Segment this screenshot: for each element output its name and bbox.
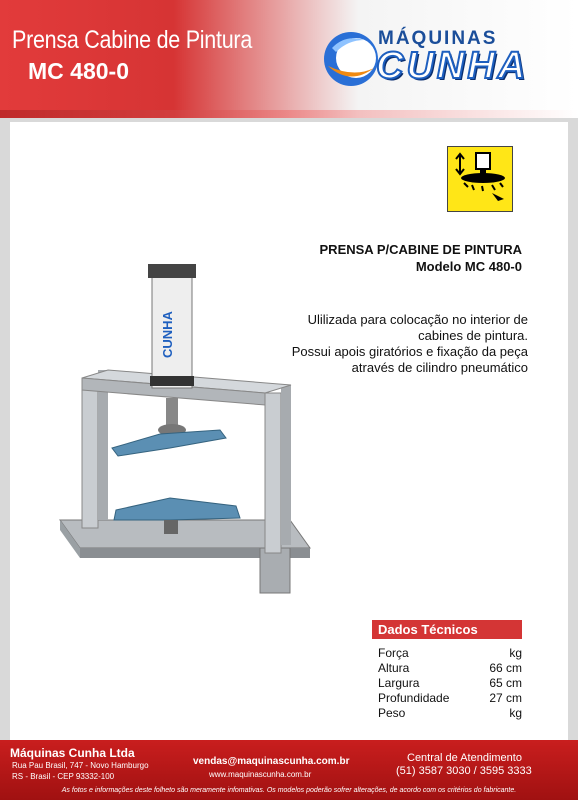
model-title: MC 480-0 bbox=[28, 58, 129, 84]
product-title-line1: PRENSA P/CABINE DE PINTURA bbox=[319, 242, 522, 257]
technical-data-table bbox=[372, 620, 522, 721]
page-title: Prensa Cabine de Pintura bbox=[12, 26, 253, 54]
description-line: cabines de pintura. bbox=[418, 328, 528, 343]
tech-value: 66 cm bbox=[489, 661, 522, 675]
tech-value: kg bbox=[509, 706, 522, 720]
description-line: Possui apois giratórios e fixação da peça bbox=[291, 344, 528, 359]
header-banner bbox=[0, 0, 578, 118]
description-line: através de cilindro pneumático bbox=[351, 360, 528, 375]
address-line: RS - Brasil - CEP 93332-100 bbox=[12, 772, 115, 781]
tech-row bbox=[372, 691, 522, 706]
tech-value: kg bbox=[509, 646, 522, 660]
cylinder-brand-text: CUNHA bbox=[160, 311, 175, 358]
disclaimer: As fotos e informações deste folheto são meramente infomativas. Os modelos poderão sofrer alterações, de acordo com os critérios do fabricante. bbox=[61, 787, 517, 794]
company-name: Máquinas Cunha Ltda bbox=[10, 746, 135, 760]
tech-row bbox=[372, 661, 522, 676]
tech-label: Largura bbox=[378, 676, 420, 690]
logo-brand-text: CUNHA bbox=[376, 45, 529, 87]
tech-row bbox=[372, 676, 522, 691]
product-title bbox=[320, 241, 522, 275]
tech-label: Altura bbox=[378, 661, 410, 675]
tech-label: Força bbox=[378, 646, 409, 660]
tech-value: 27 cm bbox=[489, 691, 522, 705]
email-link[interactable]: vendas@maquinascunha.com.br bbox=[193, 756, 350, 767]
tech-heading: Dados Técnicos bbox=[372, 620, 522, 639]
press-function-icon bbox=[447, 146, 513, 212]
cunha-logo bbox=[320, 28, 565, 90]
tech-row bbox=[372, 706, 522, 721]
footer bbox=[0, 740, 578, 800]
tech-label: Peso bbox=[378, 706, 406, 720]
tech-value: 65 cm bbox=[489, 676, 522, 690]
support-center-label: Central de Atendimento bbox=[407, 752, 522, 764]
description-line: Ulilizada para colocação no interior de bbox=[307, 312, 528, 327]
address-line: Rua Pau Brasil, 747 - Novo Hamburgo bbox=[12, 761, 149, 770]
phone-numbers: (51) 3587 3030 / 3595 3333 bbox=[396, 765, 532, 777]
press-product-image bbox=[40, 258, 330, 608]
website-link[interactable]: www.maquinascunha.com.br bbox=[209, 770, 312, 779]
logo-swirl-icon bbox=[320, 28, 382, 90]
product-title-line2: Modelo MC 480-0 bbox=[415, 259, 522, 274]
logo-top-text: MÁQUINAS bbox=[378, 28, 498, 49]
tech-row bbox=[372, 646, 522, 661]
tech-label: Profundidade bbox=[378, 691, 450, 705]
